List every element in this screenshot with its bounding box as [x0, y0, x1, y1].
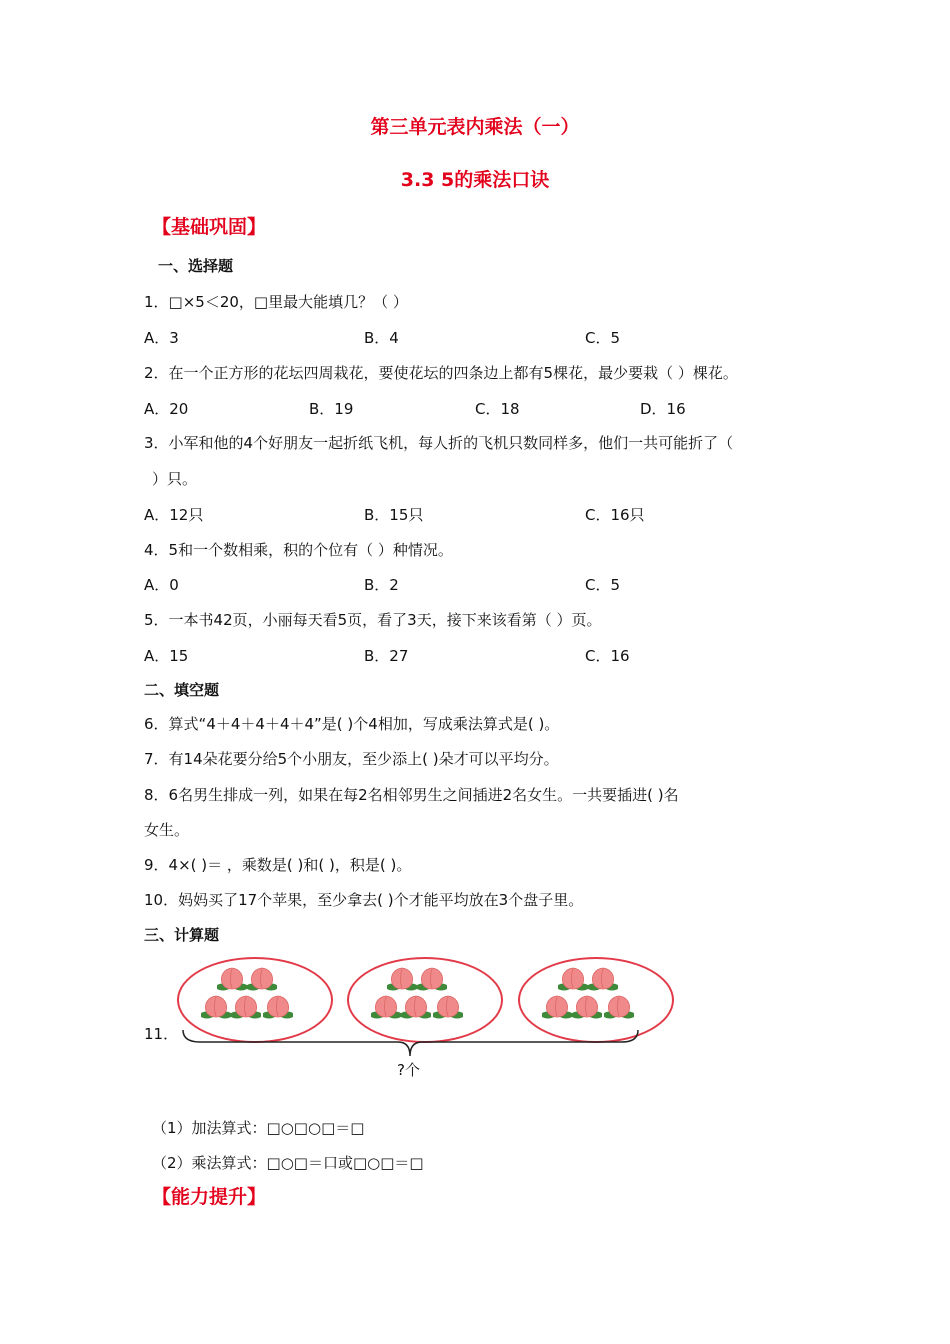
page-subtitle: 3.3 5的乘法口诀 [400, 169, 550, 191]
section-advanced: 【能力提升】 [152, 1186, 267, 1208]
q5-option-c: C．16 [585, 647, 630, 665]
q2-option-a: A．20 [144, 400, 189, 418]
q5-text: 5．一本书42页，小丽每天看5页，看了3天，接下来该看第（ ）页。 [144, 611, 602, 629]
q1-option-b: B．4 [364, 329, 399, 347]
q2-option-d: D．16 [640, 400, 686, 418]
q10-text: 10．妈妈买了17个苹果，至少拿去( )个才能平均放在3个盘子里。 [144, 891, 584, 909]
section-basic: 【基础巩固】 [152, 216, 267, 238]
q1-option-c: C．5 [585, 329, 621, 347]
q4-text: 4．5和一个数相乘，积的个位有（ ）种情况。 [144, 541, 453, 559]
q6-text: 6．算式“4＋4＋4＋4＋4”是( )个4相加，写成乘法算式是( )。 [144, 715, 560, 733]
part2-heading: 二、填空题 [144, 681, 220, 699]
q5-option-b: B．27 [364, 647, 409, 665]
q1-text: 1．□×5＜20，□里最大能填几？（ ） [144, 293, 408, 311]
q11-label: 11． [144, 1025, 179, 1043]
part1-heading: 一、选择题 [158, 257, 234, 275]
q11-sub2: （2）乘法算式：□○□＝口或□○□＝□ [152, 1154, 424, 1172]
q8-text-line1: 8．6名男生排成一列，如果在每2名相邻男生之间插进2名女生。一共要插进( )名 [144, 786, 679, 804]
page-title: 第三单元表内乘法（一） [370, 116, 580, 138]
q2-option-b: B．19 [309, 400, 354, 418]
q4-option-b: B．2 [364, 576, 399, 594]
q4-option-c: C．5 [585, 576, 621, 594]
q3-text-line1: 3．小军和他的4个好朋友一起折纸飞机，每人折的飞机只数同样多，他们一共可能折了（ [144, 434, 734, 452]
q5-option-a: A．15 [144, 647, 189, 665]
q1-option-a: A．3 [144, 329, 179, 347]
q4-option-a: A．0 [144, 576, 179, 594]
q3-text-line2: ）只。 [152, 470, 198, 488]
part3-heading: 三、计算题 [144, 926, 220, 944]
q2-option-c: C．18 [475, 400, 520, 418]
q3-option-a: A．12只 [144, 506, 204, 524]
brace-label: ?个 [397, 1061, 420, 1079]
q7-text: 7．有14朵花要分给5个小朋友，至少添上( )朵才可以平均分。 [144, 750, 559, 768]
q8-text-line2: 女生。 [144, 821, 190, 839]
q11-sub1: （1）加法算式：□○□○□＝□ [152, 1119, 365, 1137]
q3-option-b: B．15只 [364, 506, 424, 524]
q9-text: 9．4×( )＝ ，乘数是( )和( )，积是( )。 [144, 856, 412, 874]
q3-option-c: C．16只 [585, 506, 645, 524]
q2-text: 2．在一个正方形的花坛四周栽花，要使花坛的四条边上都有5棵花，最少要栽（ ）棵花。 [144, 364, 738, 382]
